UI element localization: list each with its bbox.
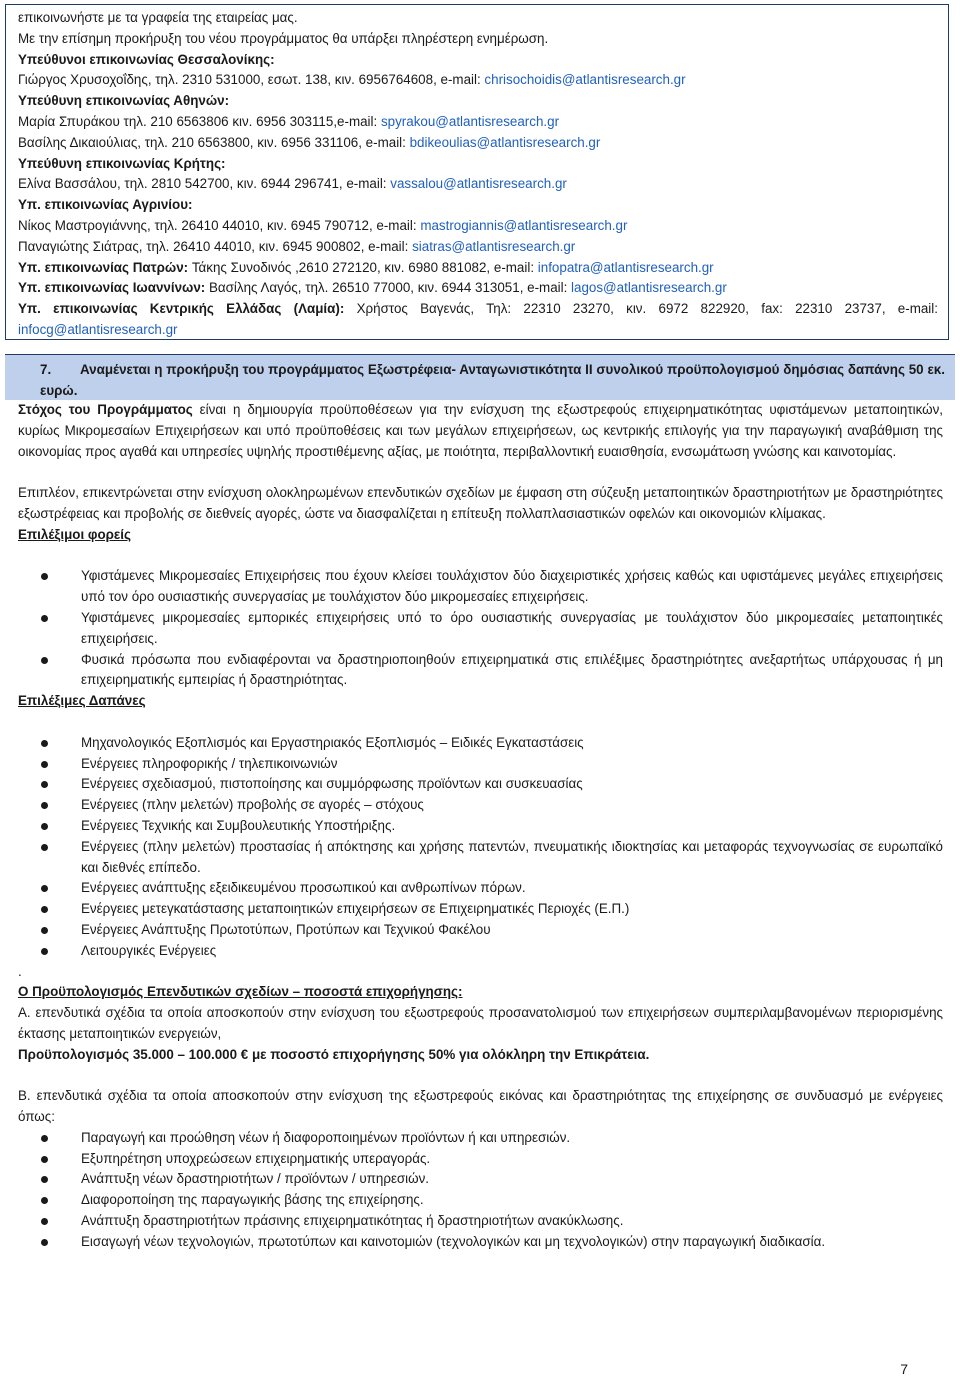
list-item [18, 920, 943, 941]
bullet-icon [41, 1239, 48, 1246]
contact-line [18, 133, 938, 154]
list-item [18, 1169, 943, 1190]
bullet-icon [41, 1218, 48, 1225]
list-item-text: Υφιστάμενες Μικρομεσαίες Επιχειρήσεις που έχουν κλείσει τουλάχιστον δύο διαχειριστικές χρήσεις καθώς και υφιστάμενες μεγάλες επιχειρήσεις υπό τον όρο ουσιαστικής συνεργασίας με τουλάχιστον δύο μικρομεσαίες επιχειρήσεις. [81, 568, 943, 605]
budget-a-amount: Προϋπολογισμός 35.000 – 100.000 € με ποσοστό επιχορήγησης 50% για ολόκληρη την Επικράτεια. [18, 1046, 650, 1062]
bullet-icon [41, 948, 48, 955]
list-item-text: Ανάπτυξη νέων δραστηριοτήτων / προϊόντων / υπηρεσιών. [81, 1171, 430, 1187]
list-item-text: Λειτουργικές Ενέργειες [81, 942, 217, 958]
list-item-text: Εξυπηρέτηση υποχρεώσεων επιχειρηματικής υπεραγοράς. [81, 1150, 431, 1166]
contact-text: Ελίνα Βασσάλου, τηλ. 2810 542700, κιν. 6944 296741, e-mail: [18, 176, 391, 192]
contact-line: επικοινωνήστε με τα γραφεία της εταιρείας μας. [18, 10, 298, 25]
bullet-icon [41, 615, 48, 622]
list-item [18, 1128, 943, 1149]
goal-label: Στόχος του Προγράμματος [18, 402, 193, 417]
list-item-text: Διαφοροποίηση της παραγωγικής βάσης της επιχείρησης. [81, 1192, 424, 1208]
bullet-icon [41, 823, 48, 830]
list-item [18, 608, 943, 650]
contact-line [18, 237, 938, 258]
contact-line [18, 278, 938, 299]
contact-text: Νίκος Μαστρογιάννης, τηλ. 26410 44010, κιν. 6945 790712, e-mail: [18, 217, 421, 233]
list-item [18, 837, 943, 879]
contact-line [18, 216, 938, 237]
contact-heading: Υπ. επικοινωνίας Κεντρικής Ελλάδας (Λαμία): [18, 301, 357, 317]
list-item-text: Υφιστάμενες μικρομεσαίες εμπορικές επιχειρήσεις υπό το όρο ουσιαστικής συνεργασίας με τουλάχιστον δύο μικρομεσαίες μεταποιητικές επιχειρήσεις. [81, 609, 943, 646]
contact-text: Παναγιώτης Σιάτρας, τηλ. 26410 44010, κιν. 6945 900802, e-mail: [18, 238, 413, 254]
list-item [18, 1149, 943, 1170]
section-header [5, 354, 955, 400]
email-link[interactable]: infopatra@atlantisresearch.gr [537, 259, 714, 275]
list-item-text: Ενέργειες (πλην μελετών) προστασίας ή απόκτησης και χρήσης πατεντών, πνευματικής ιδιοκτησίας και μεταφοράς τεχνογνωσίας σε ευρωπαϊκό και διεθνές επίπεδο. [81, 838, 943, 875]
email-link[interactable]: bdikeoulias@atlantisresearch.gr [409, 134, 601, 150]
contact-line [18, 299, 938, 341]
bullet-icon [41, 740, 48, 747]
section-title: Αναμένεται η προκήρυξη του προγράμματος Εξωστρέφεια- Ανταγωνιστικότητα ΙΙ συνολικού προϋπολογισμού δημόσιας δαπάνης 50 εκ. ευρώ. [40, 362, 945, 398]
list-item-text: Φυσικά πρόσωπα που ενδιαφέρονται να δραστηριοποιηθούν επιχειρηματικά στις επιλέξιμες δραστηριότητες ανεξαρτήτως υπάρχουσας ή μη επιχειρηματικής εμπειρίας ή δραστηριότητας. [81, 651, 943, 688]
bullet-icon [41, 906, 48, 913]
contact-heading: Υπεύθυνη επικοινωνίας Κρήτης: [18, 155, 226, 171]
contact-heading: Υπ. επικοινωνίας Ιωαννίνων: [18, 280, 209, 296]
budget-a-text: Α. επενδυτικά σχέδια τα οποία αποσκοπούν στην ενίσχυση του εξωστρεφούς προσανατολισμού των επιχειρήσεων συμπεριλαμβανομένων περιορισμένης έκτασης μεταποιητικών ενεργειών, [18, 1005, 943, 1041]
contact-line: Με την επίσημη προκήρυξη του νέου προγράμματος θα υπάρξει πληρέστερη ενημέρωση. [18, 30, 549, 46]
list-item [18, 899, 943, 920]
contact-heading: Υπεύθυνοι επικοινωνίας Θεσσαλονίκης: [18, 51, 275, 67]
list-item-text: Ενέργειες ανάπτυξης εξειδικευμένου προσωπικού και ανθρωπίνων πόρων. [81, 880, 526, 896]
bullet-icon [41, 802, 48, 809]
budget-heading: Ο Προϋπολογισμός Επενδυτικών σχεδίων – ποσοστά επιχορήγησης: [18, 984, 463, 1000]
contact-text: Τάκης Συνοδινός ,2610 272120, κιν. 6980 881082, e-mail: [191, 259, 538, 275]
goal-paragraph [18, 400, 943, 462]
contact-text: Μαρία Σπυράκου τηλ. 210 6563806 κιν. 6956 303115,e-mail: [18, 113, 381, 129]
eligible-list [18, 566, 943, 691]
contact-heading: Υπεύθυνη επικοινωνίας Αθηνών: [18, 93, 230, 109]
list-item-text: Ενέργειες μετεγκατάστασης μεταποιητικών επιχειρήσεων σε Επιχειρηματικές Περιοχές (Ε.Π.) [81, 901, 630, 917]
contact-line [18, 70, 938, 91]
list-item-text: Ενέργειες Τεχνικής και Συμβουλευτικής Υποστήριξης. [81, 817, 396, 833]
section-number: 7. [40, 362, 52, 377]
bullet-icon [41, 1135, 48, 1142]
budget-b-list [18, 1128, 943, 1253]
bullet-icon [41, 781, 48, 788]
section-body [18, 400, 943, 1253]
list-item [18, 733, 943, 754]
list-item-text: Παραγωγή και προώθηση νέων ή διαφοροποιημένων προϊόντων ή και υπηρεσιών. [81, 1129, 571, 1145]
list-item [18, 754, 943, 775]
list-item [18, 1232, 943, 1253]
list-item-text: Ενέργειες πληροφορικής / τηλεπικοινωνιών [81, 755, 338, 771]
list-item-text: Μηχανολογικός Εξοπλισμός και Εργαστηριακός Εξοπλισμός – Ειδικές Εγκαταστάσεις [81, 734, 584, 750]
email-link[interactable]: lagos@atlantisresearch.gr [571, 280, 727, 296]
contact-line [18, 258, 938, 279]
bullet-icon [41, 761, 48, 768]
bullet-icon [41, 885, 48, 892]
bullet-icon [41, 1197, 48, 1204]
budget-b-text: Β. επενδυτικά σχέδια τα οποία αποσκοπούν στην ενίσχυση της εξωστρεφούς εικόνας και δραστηριότητας της επιχείρησης σε συνδυασμό με ενέργειες όπως: [18, 1088, 943, 1125]
email-link[interactable]: vassalou@atlantisresearch.gr [390, 176, 567, 192]
goal-text: είναι η δημιουργία προϋποθέσεων για την ενίσχυση της εξωστρεφούς επιχειρηματικότητας υφιστάμενων μεταποιητικών, κυρίως Μικρομεσαίων Επιχειρήσεων και υπό προϋποθέσεις και των μεγάλων επιχειρήσεων, ως κεντρικής επιλογής για την παραγωγική αναβάθμιση της οικονομίας προς αγαθά και υπηρεσίες υψηλής προστιθέμενης αξίας, με ποιότητα, περιβαλλοντική ευαισθησία, ενσωμάτωση γνώσης και καινοτομίας. [18, 402, 943, 459]
list-item [18, 816, 943, 837]
contact-heading: Υπ. επικοινωνίας Αγρινίου: [18, 197, 193, 213]
paragraph-2: Επιπλέον, επικεντρώνεται στην ενίσχυση ολοκληρωμένων επενδυτικών σχεδίων με έμφαση στη σύζευξη μεταποιητικών δραστηριοτήτων με δραστηριότητες εξωστρέφειας και προβολής σε διεθνείς αγορές, ώστε να διασφαλίζεται η επίτευξη πολλαπλασιαστικών οφελών και οικονομιών κλίμακας. [18, 485, 943, 521]
contact-line [18, 174, 938, 195]
bullet-icon [41, 573, 48, 580]
list-item [18, 878, 943, 899]
list-item [18, 941, 943, 962]
contact-text: Βασίλης Λαγός, τηλ. 26510 77000, κιν. 6944 313051, e-mail: [208, 280, 572, 296]
list-item-text: Ενέργειες σχεδιασμού, πιστοποίησης και συμμόρφωσης προϊόντων και συσκευασίας [81, 776, 583, 792]
list-item-text: Ανάπτυξη δραστηριοτήτων πράσινης επιχειρηματικότητας ή δραστηριοτήτων ανακύκλωσης. [81, 1213, 624, 1229]
dot-line: . [18, 963, 22, 979]
list-item [18, 774, 943, 795]
expenses-heading: Επιλέξιμες Δαπάνες [18, 693, 146, 709]
bullet-icon [41, 657, 48, 664]
page-number: 7 [900, 1361, 908, 1377]
list-item-text: Ενέργειες Ανάπτυξης Πρωτοτύπων, Προτύπων και Τεχνικού Φακέλου [81, 921, 491, 937]
list-item [18, 650, 943, 692]
list-item [18, 566, 943, 608]
email-link[interactable]: chrisochoidis@atlantisresearch.gr [484, 72, 686, 88]
list-item-text: Ενέργειες (πλην μελετών) προβολής σε αγορές – στόχους [81, 797, 424, 813]
list-item [18, 1190, 943, 1211]
bullet-icon [41, 844, 48, 851]
email-link[interactable]: siatras@atlantisresearch.gr [412, 238, 576, 254]
bullet-icon [41, 927, 48, 934]
bullet-icon [41, 1176, 48, 1183]
contact-line [18, 112, 938, 133]
email-link[interactable]: spyrakou@atlantisresearch.gr [380, 113, 560, 129]
contact-info-box [5, 4, 949, 340]
contact-text: Χρήστος Βαγενάς, Τηλ: 22310 23270, κιν. 6972 822920, fax: 22310 23737, e-mail: [356, 301, 938, 317]
contact-heading: Υπ. επικοινωνίας Πατρών: [18, 259, 192, 275]
contact-text: Γιώργος Χρυσοχοΐδης, τηλ. 2310 531000, εσωτ. 138, κιν. 6956764608, e-mail: [18, 72, 485, 88]
email-link[interactable]: infocg@atlantisresearch.gr [18, 321, 178, 337]
list-item-text: Εισαγωγή νέων τεχνολογιών, πρωτοτύπων και καινοτομιών (τεχνολογικών και μη τεχνολογικών) στην παραγωγική διαδικασία. [81, 1233, 826, 1249]
list-item [18, 795, 943, 816]
list-item [18, 1211, 943, 1232]
bullet-icon [41, 1156, 48, 1163]
contact-text: Βασίλης Δικαιούλιας, τηλ. 210 6563800, κιν. 6956 331106, e-mail: [18, 134, 410, 150]
email-link[interactable]: mastrogiannis@atlantisresearch.gr [420, 217, 628, 233]
expenses-list [18, 733, 943, 962]
eligible-heading: Επιλέξιμοι φορείς [18, 526, 131, 542]
